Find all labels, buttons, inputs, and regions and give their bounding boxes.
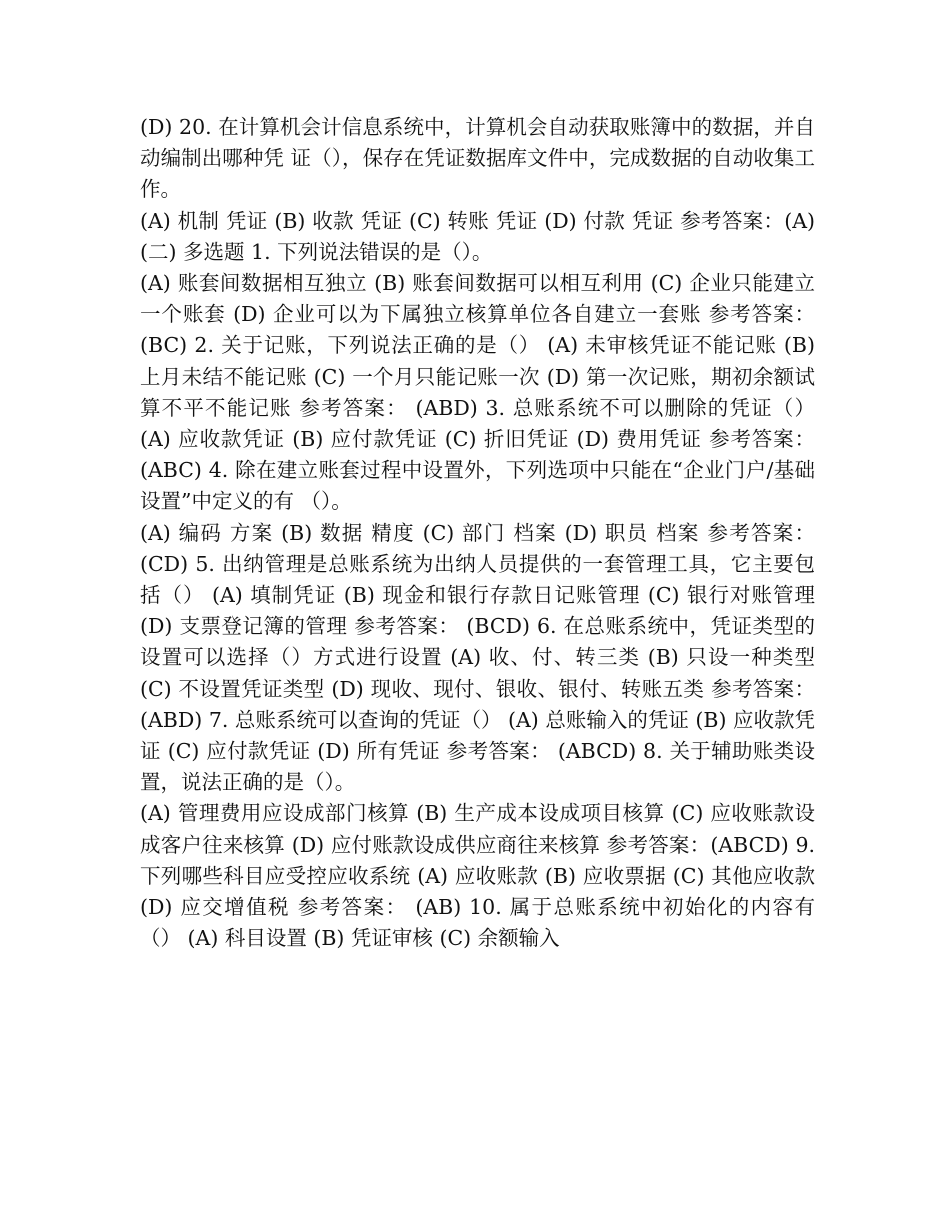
paragraph-options-20-and-multiple-choice-1: (A) 机制 凭证 (B) 收款 凭证 (C) 转账 凭证 (D) 付款 凭证 参考答案：(A) (二) 多选题 1. 下列说法错误的是（）。: [140, 208, 815, 264]
paragraph-question-20: (D) 20. 在计算机会计信息系统中，计算机会自动获取账簿中的数据，并自动编制出哪种凭 证（），保存在凭证数据库文件中，完成数据的自动收集工作。: [140, 115, 815, 202]
paragraph-questions-8-to-10: (A) 管理费用应设成部门核算 (B) 生产成本设成项目核算 (C) 应收账款设成客户往来核算 (D) 应付账款设成供应商往来核算 参考答案：(ABCD) 9. 下列哪些科目应受控应收系统 (A) 应收账款 (B) 应收票据 (C) 其他应收款 (D) 应交增值税 参考答案： (AB) 10. 属于总账系统中初始化的内容有（） (A) 科目设置 (B) 凭证审核 (C) 余额输入: [140, 801, 815, 951]
paragraph-questions-1-to-4: (A) 账套间数据相互独立 (B) 账套间数据可以相互利用 (C) 企业只能建立一个账套 (D) 企业可以为下属独立核算单位各自建立一套账 参考答案： (BC) 2. 关于记账，下列说法正确的是（） (A) 未审核凭证不能记账 (B) 上月未结不能记账 (C) 一个月只能记账一次 (D) 第一次记账，期初余额试算不平不能记账 参考答案： (ABD) 3. 总账系统不可以删除的凭证（） (A) 应收款凭证 (B) 应付款凭证 (C) 折旧凭证 (D) 费用凭证 参考答案： (ABC) 4. 除在建立账套过程中设置外，下列选项中只能在“企业门户/基础设置”中定义的有 （）。: [140, 271, 815, 514]
document-body: [140, 112, 815, 954]
paragraph-questions-4-to-8: (A) 编码 方案 (B) 数据 精度 (C) 部门 档案 (D) 职员 档案 参考答案： (CD) 5. 出纳管理是总账系统为出纳人员提供的一套管理工具，它主要包括（） (A) 填制凭证 (B) 现金和银行存款日记账管理 (C) 银行对账管理 (D) 支票登记簿的管理 参考答案： (BCD) 6. 在总账系统中，凭证类型的设置可以选择（）方式进行设置 (A) 收、付、转三类 (B) 只设一种类型 (C) 不设置凭证类型 (D) 现收、现付、银收、银付、转账五类 参考答案： (ABD) 7. 总账系统可以查询的凭证（） (A) 总账输入的凭证 (B) 应收款凭证 (C) 应付款凭证 (D) 所有凭证 参考答案： (ABCD) 8. 关于辅助账类设置，说法正确的是（）。: [140, 520, 815, 795]
